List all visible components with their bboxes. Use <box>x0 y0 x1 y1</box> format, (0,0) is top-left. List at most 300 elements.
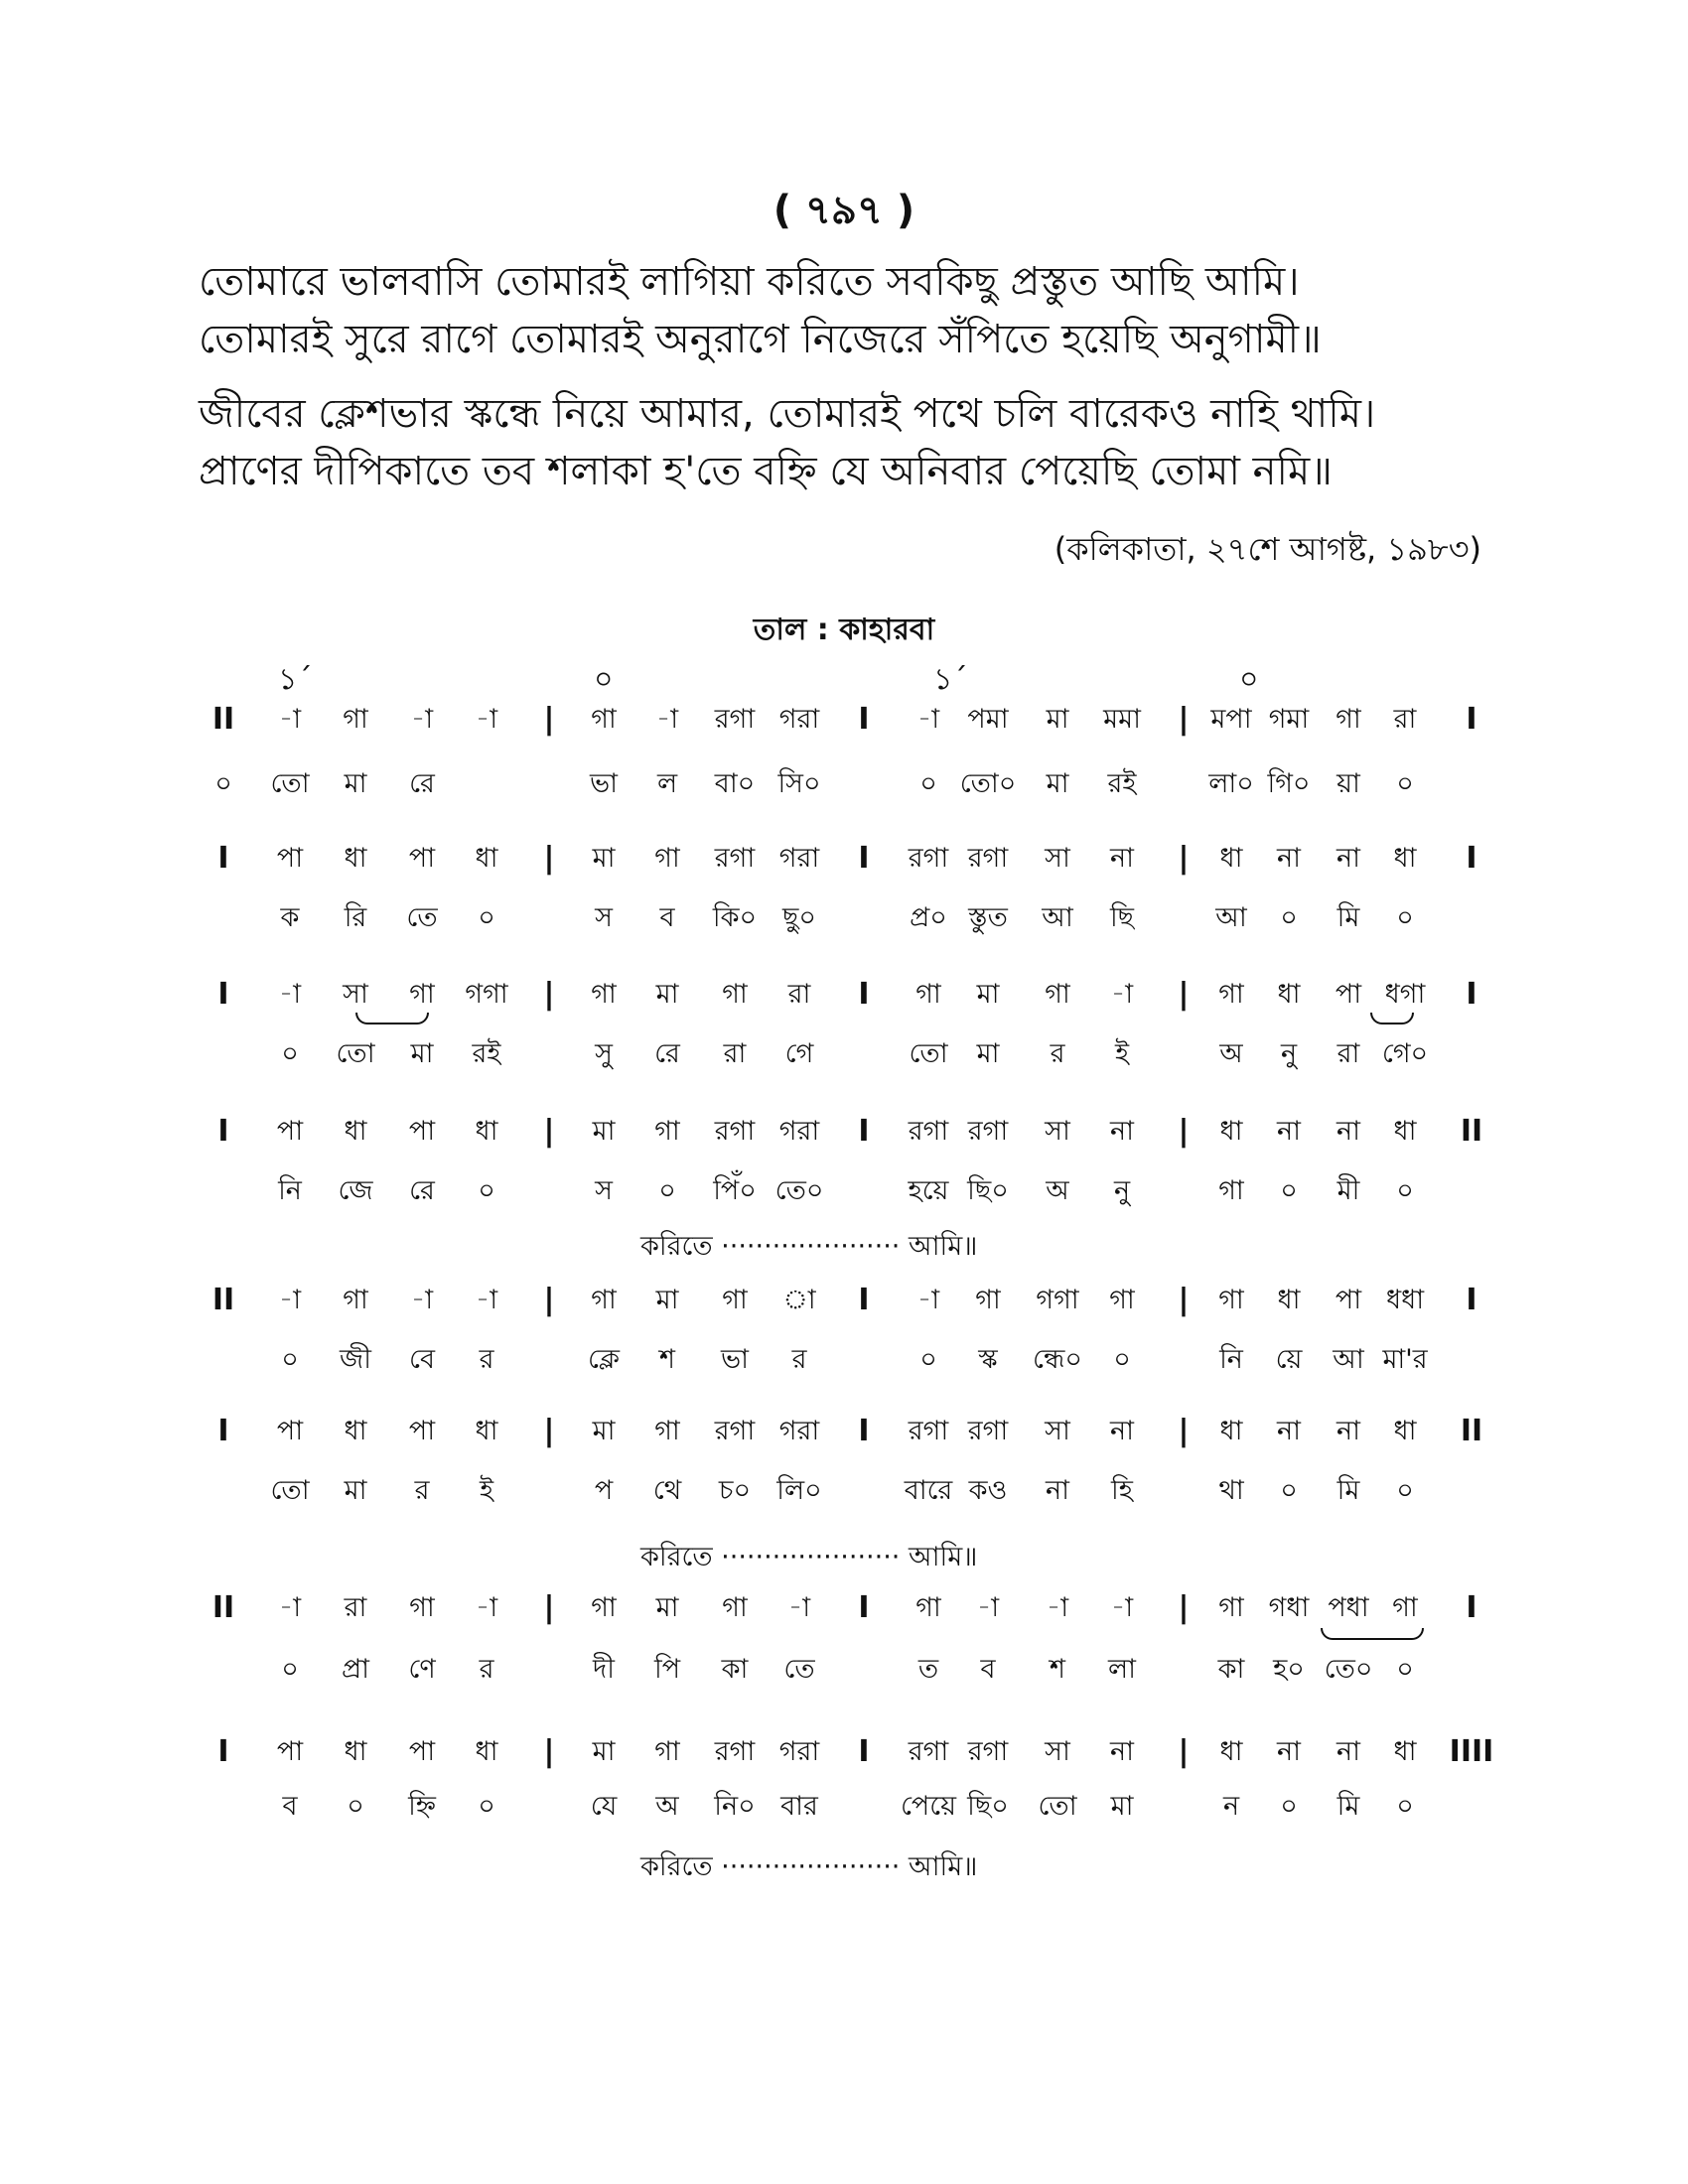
note-cell: া <box>782 1285 816 1315</box>
slur-mark <box>1321 1628 1424 1640</box>
note-cell: ধগা <box>1384 979 1426 1010</box>
note-cell: রা <box>787 979 811 1010</box>
note-cell: রগা <box>714 1416 756 1446</box>
note-cell: মমা <box>1103 704 1141 735</box>
syllable-cell: পেয়ে <box>900 1791 957 1822</box>
syllable-cell: মা <box>976 1038 1000 1069</box>
note-cell: গগা <box>1036 1285 1079 1315</box>
syllable-cell: স <box>595 902 613 933</box>
note-cell: পা <box>276 1736 304 1767</box>
syllable-cell: ব <box>282 1791 298 1822</box>
syllable-cell: ছি০ <box>967 1175 1009 1206</box>
note-cell: পধা <box>1328 1592 1369 1623</box>
syllable-cell: ০ <box>281 1654 299 1685</box>
syllable-cell: র <box>479 1344 494 1375</box>
note-cell: ধা <box>344 1116 367 1147</box>
syllable-cell: র <box>414 1475 430 1506</box>
syllable-cell: ত <box>917 1654 939 1685</box>
note-cell: ধা <box>1393 1116 1417 1147</box>
syllable-cell: লি০ <box>776 1475 822 1506</box>
note-cell: না <box>1110 843 1134 874</box>
note-cell: -া <box>655 704 679 735</box>
syllable-cell: নি <box>1219 1344 1243 1375</box>
syllable-cell: চ০ <box>718 1475 752 1506</box>
note-cell: রগা <box>967 1116 1009 1147</box>
syllable-cell: র <box>791 1344 807 1375</box>
syllable-cell: মা <box>1046 768 1069 799</box>
syllable-cell: স্তুত <box>968 902 1008 933</box>
bar-line: II <box>211 1590 235 1625</box>
bar-line: IIII <box>1449 1734 1494 1769</box>
note-cell: গা <box>1218 1592 1244 1623</box>
bar-line: II <box>211 702 235 737</box>
syllable-cell: র <box>1050 1038 1065 1069</box>
syllable-cell: রই <box>1107 768 1137 799</box>
bar-line: | <box>543 841 555 876</box>
syllable-cell: রই <box>472 1038 501 1069</box>
note-cell: -া <box>475 1592 498 1623</box>
syllable-cell: তো <box>336 1038 375 1069</box>
note-cell: সা <box>343 979 368 1010</box>
syllable-cell: ছু০ <box>782 902 816 933</box>
syllable-cell: না <box>1046 1475 1069 1506</box>
syllable-cell: ই <box>1114 1038 1130 1069</box>
bar-line: | <box>1178 1590 1190 1625</box>
syllable-row <box>0 1471 1688 1515</box>
syllable-cell: কও <box>968 1475 1008 1506</box>
note-cell: গা <box>654 1736 680 1767</box>
syllable-cell: মা <box>344 1475 367 1506</box>
note-cell: ধা <box>344 1416 367 1446</box>
syllable-cell: মা <box>1110 1791 1134 1822</box>
note-cell: গা <box>591 1285 617 1315</box>
syllable-row <box>0 1340 1688 1384</box>
syllable-row <box>0 1034 1688 1078</box>
note-cell: রগা <box>967 1736 1009 1767</box>
refrain-line <box>0 1226 1688 1270</box>
note-cell: গা <box>654 1116 680 1147</box>
syllable-cell: রে <box>409 768 435 799</box>
syllable-cell: তে০ <box>1324 1654 1373 1685</box>
syllable-cell: ণে <box>408 1654 436 1685</box>
note-cell: পমা <box>967 704 1009 735</box>
note-cell: না <box>1277 1416 1301 1446</box>
note-cell: মা <box>655 979 679 1010</box>
bar-line: I <box>217 841 229 876</box>
syllable-cell: অ <box>1219 1038 1243 1069</box>
lyric-line: তোমারে ভালবাসি তোমারই লাগিয়া করিতে সবকিছু প্রস্তুত আছি আমি। <box>199 259 1300 305</box>
bar-line: I <box>858 1414 870 1448</box>
syllable-cell: ০ <box>658 1175 676 1206</box>
syllable-cell: মি <box>1336 1475 1360 1506</box>
note-cell: পা <box>1335 1285 1362 1315</box>
note-cell: গা <box>1218 979 1244 1010</box>
note-cell: গা <box>654 843 680 874</box>
bar-line: I <box>1466 1590 1477 1625</box>
note-cell: মা <box>655 1592 679 1623</box>
note-cell: গা <box>1336 704 1361 735</box>
syllable-cell: স্ক <box>978 1344 998 1375</box>
syllable-cell: নু <box>1280 1038 1298 1069</box>
note-cell: রগা <box>967 1416 1009 1446</box>
syllable-cell: ০ <box>478 1791 495 1822</box>
syllable-cell: থা <box>1218 1475 1244 1506</box>
syllable-cell: রে <box>654 1038 680 1069</box>
refrain-text: করিতে ····················· আমি॥ <box>640 1231 978 1262</box>
syllable-cell: ০ <box>478 902 495 933</box>
bar-line: I <box>858 1734 870 1769</box>
note-cell: গা <box>915 979 941 1010</box>
syllable-row <box>0 1171 1688 1215</box>
syllable-cell: হয়ে <box>908 1175 949 1206</box>
note-cell: ধা <box>1219 843 1243 874</box>
note-cell: পা <box>1335 979 1362 1010</box>
lyrics-stanza-2 <box>199 385 1489 500</box>
note-cell: রগা <box>908 1736 949 1767</box>
note-cell: ধা <box>344 1736 367 1767</box>
note-cell: রগা <box>967 843 1009 874</box>
bar-line: | <box>543 1590 555 1625</box>
note-cell: মা <box>592 1416 616 1446</box>
syllable-cell: ০ <box>281 1344 299 1375</box>
syllable-cell: গা <box>1218 1175 1244 1206</box>
bar-line: | <box>1178 1114 1190 1149</box>
note-cell: -া <box>475 1285 498 1315</box>
notation-row <box>0 1112 1688 1156</box>
note-cell: গা <box>409 979 435 1010</box>
note-cell: ধা <box>1393 843 1417 874</box>
syllable-cell: যে <box>590 1791 618 1822</box>
bar-line: I <box>858 1590 870 1625</box>
slur-mark <box>1370 1013 1414 1024</box>
note-cell: ধা <box>475 843 498 874</box>
note-cell: না <box>1277 843 1301 874</box>
note-cell: ধা <box>1277 1285 1301 1315</box>
syllable-cell: রা <box>723 1038 747 1069</box>
refrain-line <box>0 1537 1688 1580</box>
notation-row <box>0 839 1688 883</box>
syllable-cell: ব <box>659 902 675 933</box>
bar-line: | <box>543 1114 555 1149</box>
syllable-cell: অ <box>1046 1175 1069 1206</box>
note-cell: না <box>1277 1116 1301 1147</box>
note-cell: না <box>1110 1416 1134 1446</box>
note-cell: -া <box>278 979 302 1010</box>
bar-line: I <box>1466 702 1477 737</box>
bar-line: II <box>211 1283 235 1317</box>
syllable-row <box>0 764 1688 808</box>
note-cell: গরা <box>778 704 820 735</box>
note-cell: গা <box>722 1285 748 1315</box>
bar-line: I <box>858 1283 870 1317</box>
refrain-line <box>0 1846 1688 1890</box>
note-cell: না <box>1336 1736 1360 1767</box>
syllable-cell: বা০ <box>714 768 756 799</box>
bar-line: I <box>858 702 870 737</box>
syllable-cell: য়া <box>1336 768 1360 799</box>
syllable-cell: আ <box>1215 902 1247 933</box>
note-cell: রগা <box>714 1736 756 1767</box>
syllable-cell: ক্লে <box>587 1344 621 1375</box>
syllable-cell: ০ <box>1396 1791 1414 1822</box>
note-cell: গা <box>591 704 617 735</box>
bar-line: | <box>1178 1734 1190 1769</box>
note-cell: না <box>1336 843 1360 874</box>
syllable-cell: তো <box>909 1038 948 1069</box>
bar-line: I <box>217 1734 229 1769</box>
syllable-cell: ০ <box>478 1175 495 1206</box>
tala-heading: তাল : কাহারবা <box>753 613 935 647</box>
note-cell: মপা <box>1210 704 1252 735</box>
syllable-cell: নি <box>278 1175 302 1206</box>
syllable-row <box>0 898 1688 942</box>
syllable-cell: সি০ <box>777 768 821 799</box>
bar-line: | <box>1178 1414 1190 1448</box>
note-cell: গা <box>591 979 617 1010</box>
note-cell: পা <box>408 843 436 874</box>
note-cell: -া <box>1110 1592 1134 1623</box>
bar-line: I <box>1466 841 1477 876</box>
lyric-line: তোমারই সুরে রাগে তোমারই অনুরাগে নিজেরে সঁপিতে হয়েছি অনুগামী॥ <box>199 317 1322 362</box>
notation-row <box>0 1732 1688 1776</box>
syllable-cell: দী <box>593 1654 615 1685</box>
syllable-cell: ভা <box>721 1344 749 1375</box>
note-cell: গমা <box>1268 704 1310 735</box>
note-cell: মা <box>655 1285 679 1315</box>
syllable-cell: গে <box>784 1038 814 1069</box>
note-cell: রগা <box>908 1416 949 1446</box>
note-cell: -া <box>278 1285 302 1315</box>
syllable-cell: হ্নি <box>408 1791 436 1822</box>
note-cell: রগা <box>908 843 949 874</box>
note-cell: গা <box>409 1592 435 1623</box>
note-cell: গরা <box>778 1736 820 1767</box>
beat-mark: ০ <box>1239 662 1259 697</box>
bar-line: | <box>543 1414 555 1448</box>
syllable-cell: ই <box>479 1475 494 1506</box>
bar-line: | <box>543 702 555 737</box>
note-cell: না <box>1110 1736 1134 1767</box>
note-cell: মা <box>1046 704 1069 735</box>
note-cell: গা <box>591 1592 617 1623</box>
syllable-cell: আ <box>1042 902 1073 933</box>
note-cell: সা <box>1045 1116 1070 1147</box>
bar-line: I <box>1466 977 1477 1012</box>
syllable-cell: স <box>595 1175 613 1206</box>
syllable-cell: প <box>594 1475 614 1506</box>
note-cell: -া <box>410 704 434 735</box>
syllable-cell: ০ <box>281 1038 299 1069</box>
syllable-cell: কা <box>721 1654 749 1685</box>
beat-mark: ১´ <box>278 662 313 697</box>
note-cell: -া <box>410 1285 434 1315</box>
syllable-cell: ল <box>656 768 678 799</box>
note-cell: না <box>1336 1416 1360 1446</box>
note-cell: -া <box>916 1285 940 1315</box>
bar-line: I <box>217 977 229 1012</box>
syllable-cell: তে <box>406 902 438 933</box>
note-cell: ধা <box>475 1416 498 1446</box>
page-number: ( ৭৯৭ ) <box>773 188 915 233</box>
notation-row <box>0 700 1688 744</box>
syllable-cell: রি <box>344 902 367 933</box>
refrain-text: করিতে ····················· আমি॥ <box>640 1542 978 1572</box>
note-cell: সা <box>1045 843 1070 874</box>
syllable-cell: ০ <box>1280 1791 1298 1822</box>
syllable-cell: মা'র <box>1382 1344 1428 1375</box>
syllable-row <box>0 1787 1688 1831</box>
bar-line: | <box>543 1734 555 1769</box>
note-cell: -া <box>976 1592 1000 1623</box>
note-cell: মা <box>592 1116 616 1147</box>
syllable-cell: মি <box>1336 902 1360 933</box>
syllable-cell: ০ <box>1396 1475 1414 1506</box>
syllable-cell: ০ <box>1396 1175 1414 1206</box>
beat-mark: ১´ <box>933 662 968 697</box>
note-cell: গা <box>722 1592 748 1623</box>
note-cell: ধা <box>475 1116 498 1147</box>
note-cell: ধা <box>1219 1736 1243 1767</box>
syllable-cell: মী <box>1336 1175 1360 1206</box>
syllable-cell: ০ <box>1396 1654 1414 1685</box>
syllable-cell: ক <box>280 902 300 933</box>
syllable-cell: রা <box>1336 1038 1360 1069</box>
syllable-cell: তো <box>270 1475 310 1506</box>
note-cell: -া <box>787 1592 811 1623</box>
syllable-cell: থে <box>652 1475 682 1506</box>
note-cell: গা <box>1218 1285 1244 1315</box>
syllable-row <box>0 1650 1688 1694</box>
syllable-cell: বার <box>780 1791 818 1822</box>
refrain-text: করিতে ····················· আমি॥ <box>640 1851 978 1882</box>
syllable-cell: ব <box>980 1654 996 1685</box>
syllable-cell: আ <box>1333 1344 1364 1375</box>
note-cell: না <box>1336 1116 1360 1147</box>
note-cell: পা <box>408 1116 436 1147</box>
syllable-cell: মা <box>344 768 367 799</box>
note-cell: পা <box>276 843 304 874</box>
syllable-cell: নি০ <box>714 1791 756 1822</box>
note-cell: গা <box>722 979 748 1010</box>
note-cell: মা <box>592 1736 616 1767</box>
syllable-cell: তো০ <box>959 768 1017 799</box>
note-cell: রগা <box>714 704 756 735</box>
bar-line: I <box>217 1114 229 1149</box>
bar-line: I <box>858 1114 870 1149</box>
note-cell: -া <box>475 704 498 735</box>
note-cell: না <box>1277 1736 1301 1767</box>
syllable-cell: শ <box>1050 1654 1065 1685</box>
note-cell: রা <box>1393 704 1417 735</box>
note-cell: মা <box>592 843 616 874</box>
syllable-cell: ০ <box>1396 902 1414 933</box>
note-cell: ধা <box>1393 1416 1417 1446</box>
syllable-cell: ন্ধে০ <box>1033 1344 1082 1375</box>
syllable-cell: শ <box>659 1344 675 1375</box>
syllable-cell: গে০ <box>1381 1038 1429 1069</box>
syllable-cell: বে <box>409 1344 435 1375</box>
note-cell: গা <box>1109 1285 1135 1315</box>
notation-row <box>0 1281 1688 1324</box>
note-cell: গা <box>1392 1592 1418 1623</box>
bar-line: | <box>1178 977 1190 1012</box>
note-cell: -া <box>1046 1592 1069 1623</box>
note-cell: -া <box>278 1592 302 1623</box>
note-cell: ধা <box>344 843 367 874</box>
note-cell: গা <box>343 704 368 735</box>
syllable-cell: বারে <box>904 1475 953 1506</box>
syllable-cell: প্রা <box>342 1654 369 1685</box>
syllable-cell: ০ <box>1113 1344 1131 1375</box>
syllable-cell: হি <box>1111 1475 1133 1506</box>
lyric-line: প্রাণের দীপিকাতে তব শলাকা হ'তে বহ্নি যে অনিবার পেয়েছি তোমা নমি॥ <box>199 449 1333 494</box>
note-cell: গরা <box>778 1116 820 1147</box>
bar-line: I <box>217 1414 229 1448</box>
bar-line: II <box>1460 1114 1483 1149</box>
note-cell: রগা <box>714 1116 756 1147</box>
syllable-cell: ০ <box>214 768 232 799</box>
note-cell: -া <box>916 704 940 735</box>
note-cell: গা <box>654 1416 680 1446</box>
syllable-cell: ০ <box>1396 768 1414 799</box>
note-cell: গা <box>343 1285 368 1315</box>
bar-line: I <box>858 841 870 876</box>
bar-line: I <box>1466 1283 1477 1317</box>
syllable-cell: মি <box>1336 1791 1360 1822</box>
bar-line: | <box>543 977 555 1012</box>
syllable-cell: ভা <box>590 768 618 799</box>
beat-mark: ০ <box>594 662 614 697</box>
syllable-cell: ছি০ <box>967 1791 1009 1822</box>
bar-line: | <box>1178 702 1190 737</box>
note-cell: পা <box>408 1416 436 1446</box>
syllable-cell: অ <box>655 1791 679 1822</box>
note-cell: ধা <box>1393 1736 1417 1767</box>
syllable-cell: য়ে <box>1275 1344 1303 1375</box>
syllable-cell: ন <box>1222 1791 1240 1822</box>
syllable-cell: কা <box>1217 1654 1245 1685</box>
note-cell: পা <box>276 1116 304 1147</box>
bar-line: I <box>858 977 870 1012</box>
syllable-cell: জে <box>338 1175 373 1206</box>
lyric-line: জীবের ক্লেশভার স্কন্ধে নিয়ে আমার, তোমারই পথে চলি বারেকও নাহি থামি। <box>199 391 1376 437</box>
syllable-cell: তো <box>1038 1791 1077 1822</box>
syllable-cell: ০ <box>919 1344 937 1375</box>
syllable-cell: মা <box>410 1038 434 1069</box>
note-cell: রগা <box>714 843 756 874</box>
note-cell: ধা <box>475 1736 498 1767</box>
note-cell: গা <box>915 1592 941 1623</box>
note-cell: ধা <box>1219 1116 1243 1147</box>
note-cell: মা <box>976 979 1000 1010</box>
note-cell: ধা <box>1277 979 1301 1010</box>
syllable-cell: তে <box>783 1654 815 1685</box>
notation-row <box>0 1588 1688 1632</box>
bar-line: II <box>1460 1414 1483 1448</box>
syllable-cell: ০ <box>919 768 937 799</box>
note-cell: গরা <box>778 1416 820 1446</box>
note-cell: ধা <box>1219 1416 1243 1446</box>
syllable-cell: তে০ <box>774 1175 824 1206</box>
syllable-cell: গি০ <box>1267 768 1311 799</box>
syllable-cell: ০ <box>1280 1175 1298 1206</box>
syllable-cell: তো <box>270 768 310 799</box>
syllable-cell: র <box>479 1654 494 1685</box>
bar-line: | <box>1178 841 1190 876</box>
notation-row <box>0 975 1688 1019</box>
note-cell: সা <box>1045 1416 1070 1446</box>
note-cell: গগা <box>465 979 508 1010</box>
